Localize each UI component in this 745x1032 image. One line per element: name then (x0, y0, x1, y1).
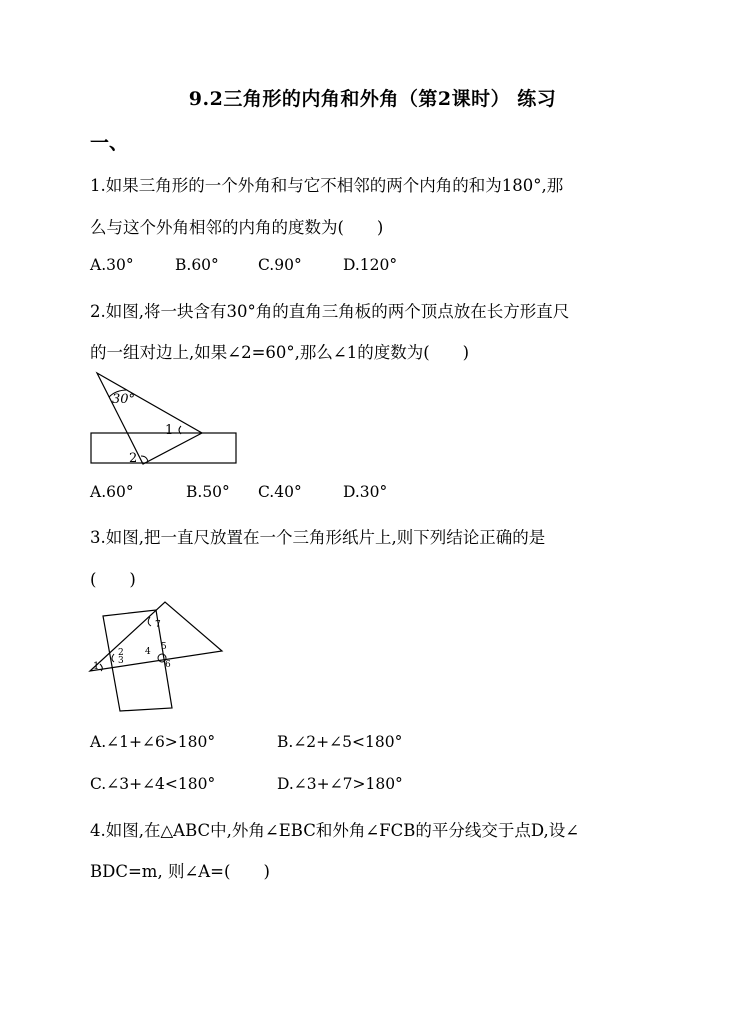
q1-option-c[interactable]: C.90° (258, 256, 302, 274)
section-heading: 一、 (90, 132, 129, 154)
label-angle-1: 1 (165, 423, 174, 438)
question-4-line-1: 4.如图,在△ABC中,外角∠EBC和外角∠FCB的平分线交于点D,设∠ (90, 821, 580, 840)
q2-option-c[interactable]: C.40° (258, 483, 302, 501)
label-2: 2 (118, 648, 124, 658)
label-3: 3 (118, 656, 124, 666)
label-30-degree: 30° (112, 392, 136, 407)
label-7: 7 (155, 620, 161, 630)
q3-option-b[interactable]: B.∠2+∠5<180° (277, 733, 403, 751)
q3-option-a[interactable]: A.∠1+∠6>180° (90, 733, 216, 751)
q2-option-d[interactable]: D.30° (343, 483, 388, 501)
question-3-line-2: ( ) (90, 570, 136, 589)
question-2-line-1: 2.如图,将一块含有30°角的直角三角板的两个顶点放在长方形直尺 (90, 302, 570, 321)
question-4-line-2: BDC=m, 则∠A=( ) (90, 862, 270, 881)
q1-option-d[interactable]: D.120° (343, 256, 398, 274)
q3-option-d[interactable]: D.∠3+∠7>180° (277, 775, 403, 793)
angle-7-arc (148, 617, 151, 626)
label-angle-2: 2 (129, 451, 138, 466)
question-3-line-1: 3.如图,把一直尺放置在一个三角形纸片上,则下列结论正确的是 (90, 528, 546, 547)
label-1: 1 (93, 661, 100, 672)
question-1-line-1: 1.如果三角形的一个外角和与它不相邻的两个内角的和为180°,那 (90, 176, 564, 195)
label-4: 4 (145, 647, 151, 657)
angle-2-3-arc (112, 654, 114, 662)
page-title: 9.2三角形的内角和外角（第2课时） 练习 (188, 88, 557, 110)
q3-figure (85, 598, 235, 718)
label-6: 6 (165, 660, 171, 670)
q2-figure (85, 368, 245, 468)
question-1-line-2: 么与这个外角相邻的内角的度数为( ) (90, 218, 384, 237)
q1-option-a[interactable]: A.30° (90, 256, 134, 274)
q3-option-c[interactable]: C.∠3+∠4<180° (90, 775, 216, 793)
q2-option-a[interactable]: A.60° (90, 483, 134, 501)
set-square-triangle (97, 373, 202, 464)
q2-option-b[interactable]: B.50° (186, 483, 230, 501)
ruler-rect (91, 433, 236, 463)
q1-option-b[interactable]: B.60° (175, 256, 219, 274)
question-2-line-2: 的一组对边上,如果∠2=60°,那么∠1的度数为( ) (90, 343, 470, 362)
label-5: 5 (161, 642, 167, 652)
